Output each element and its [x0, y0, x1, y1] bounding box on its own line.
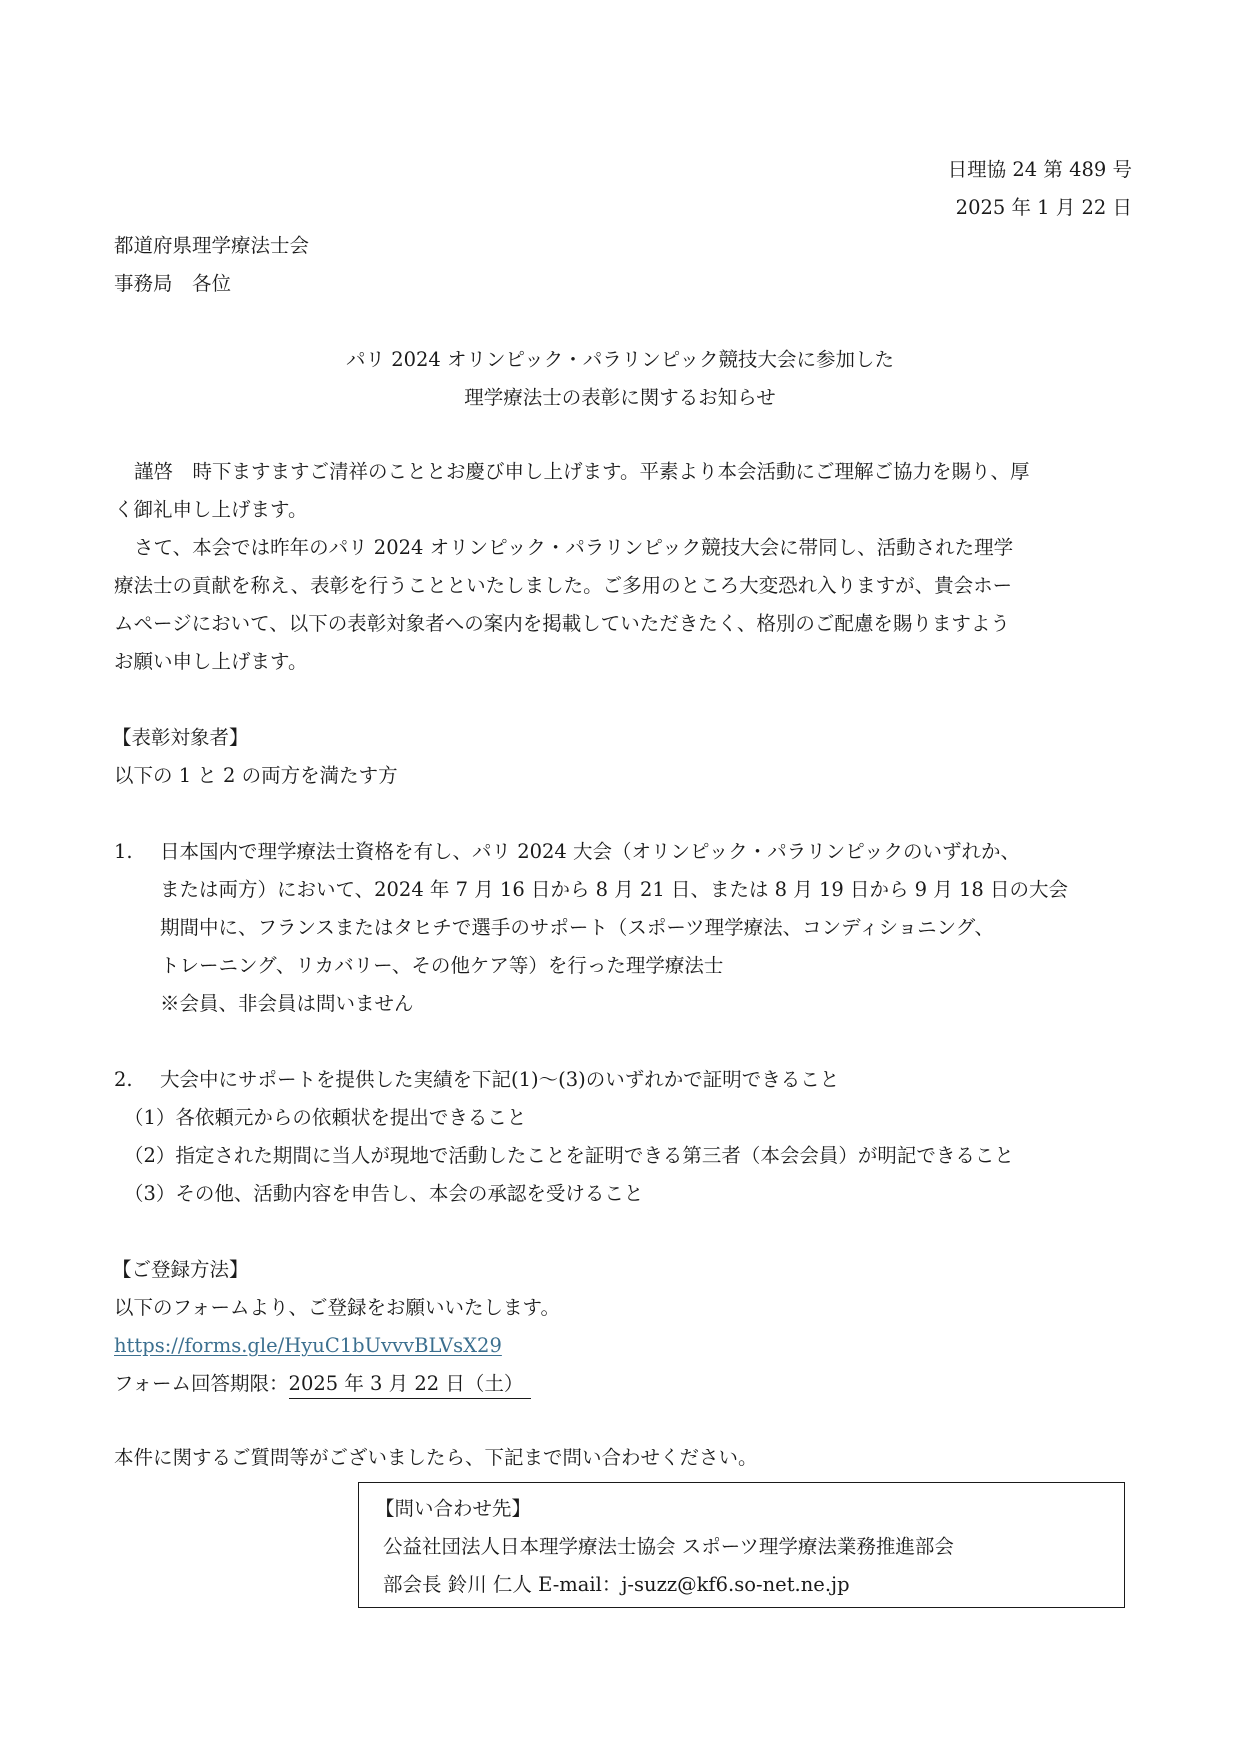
registration-intro: 以下のフォームより、ご登録をお願いいたします。	[114, 1296, 560, 1319]
eligibility-item-1-line-1: 日本国内で理学療法士資格を有し、パリ 2024 大会（オリンピック・パラリンピックのいずれか、	[160, 840, 1020, 863]
contact-organization: 公益社団法人日本理学療法士協会 スポーツ理学療法業務推進部会	[383, 1535, 954, 1558]
eligibility-heading: 【表彰対象者】	[112, 726, 249, 749]
body-paragraph-1-line-1: 謹啓 時下ますますご清祥のこととお慶び申し上げます。平素より本会活動にご理解ご協力を賜り、厚	[134, 460, 1030, 483]
body-paragraph-2-line-3: ムページにおいて、以下の表彰対象者への案内を掲載していただきたく、格別のご配慮を賜りますよう	[114, 612, 1010, 635]
eligibility-item-1-number: 1.	[114, 840, 133, 863]
recipient-line-1: 都道府県理学療法士会	[114, 234, 310, 257]
registration-form-link[interactable]: https://forms.gle/HyuC1bUvvvBLVsX29	[114, 1334, 502, 1357]
eligibility-item-2-sub-1: （1）各依頼元からの依頼状を提出できること	[124, 1106, 527, 1129]
deadline-label: フォーム回答期限：	[114, 1372, 289, 1395]
eligibility-item-1-line-4: トレーニング、リカバリー、その他ケア等）を行った理学療法士	[160, 954, 724, 977]
contact-box	[358, 1482, 1125, 1608]
body-paragraph-2-line-4: お願い申し上げます。	[114, 650, 308, 673]
eligibility-item-1-line-2: または両方）において、2024 年 7 月 16 日から 8 月 21 日、または 8 月 19 日から 9 月 18 日の大会	[160, 878, 1068, 901]
registration-link-wrap	[114, 1334, 502, 1357]
title-line-1: パリ 2024 オリンピック・パラリンピック競技大会に参加した	[346, 348, 894, 371]
eligibility-item-2-line-1: 大会中にサポートを提供した実績を下記(1)～(3)のいずれかで証明できること	[160, 1068, 840, 1091]
eligibility-item-2-sub-3: （3）その他、活動内容を申告し、本会の承認を受けること	[124, 1182, 644, 1205]
title-line-2: 理学療法士の表彰に関するお知らせ	[464, 386, 776, 409]
eligibility-item-2-sub-2: （2）指定された期間に当人が現地で活動したことを証明できる第三者（本会会員）が明記できること	[124, 1144, 1014, 1167]
eligibility-item-1-note: ※会員、非会員は問いません	[160, 992, 414, 1015]
registration-heading: 【ご登録方法】	[112, 1258, 249, 1281]
body-paragraph-2-line-2: 療法士の貢献を称え、表彰を行うことといたしました。ご多用のところ大変恐れ入りますが、貴会ホー	[114, 574, 1013, 597]
closing-text: 本件に関するご質問等がございましたら、下記まで問い合わせください。	[114, 1446, 758, 1469]
body-paragraph-1-line-2: く御礼申し上げます。	[114, 498, 308, 521]
registration-deadline	[114, 1372, 531, 1399]
contact-person: 部会長 鈴川 仁人 E-mail：j-suzz@kf6.so-net.ne.jp	[383, 1573, 850, 1596]
eligibility-item-2-number: 2.	[114, 1068, 133, 1091]
eligibility-intro: 以下の 1 と 2 の両方を満たす方	[114, 764, 398, 787]
eligibility-item-1-line-3: 期間中に、フランスまたはタヒチで選手のサポート（スポーツ理学療法、コンディショニング、	[160, 916, 995, 939]
body-paragraph-2-line-1: さて、本会では昨年のパリ 2024 オリンピック・パラリンピック競技大会に帯同し、活動された理学	[134, 536, 1014, 559]
document-number: 日理協 24 第 489 号	[947, 158, 1132, 181]
deadline-value: 2025 年 3 月 22 日（土）	[289, 1372, 532, 1399]
document-date: 2025 年 1 月 22 日	[955, 196, 1132, 219]
contact-heading: 【問い合わせ先】	[375, 1497, 532, 1520]
recipient-line-2: 事務局 各位	[114, 272, 232, 295]
